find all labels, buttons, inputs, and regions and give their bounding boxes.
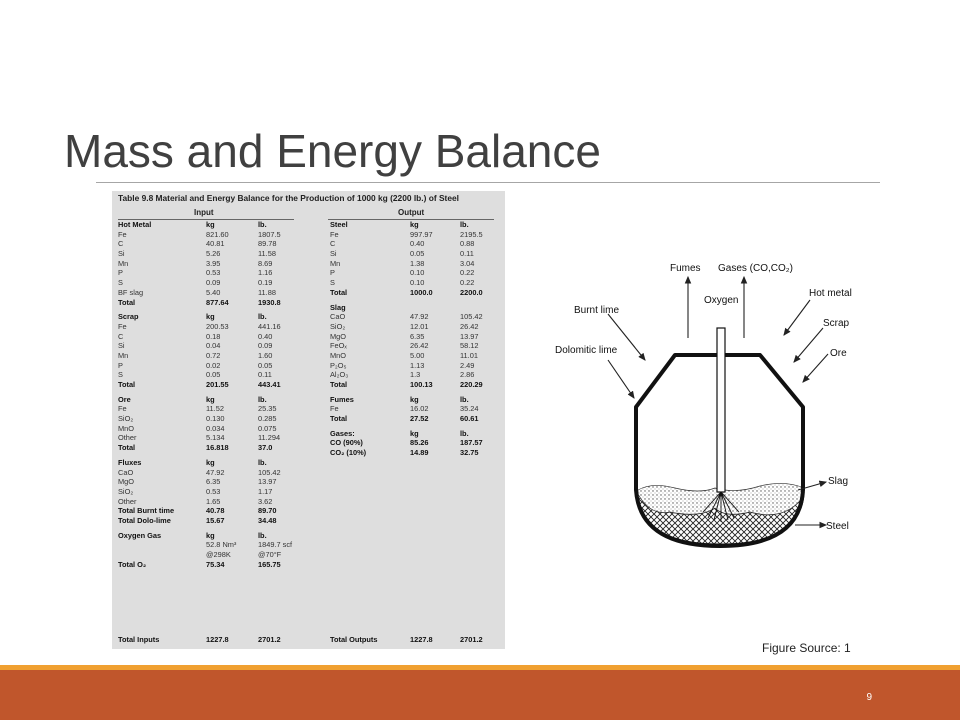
cell-label: Mn	[330, 258, 341, 268]
cell-kg: 1000.0	[410, 287, 433, 297]
cell-lb: 0.88	[460, 239, 475, 249]
cell-lb: 443.41	[258, 380, 281, 389]
cell-label: Scrap	[118, 312, 139, 322]
cell-label: Fe	[330, 404, 339, 414]
cell-lb: 187.57	[460, 438, 483, 448]
cell-label: Total Inputs	[118, 635, 160, 644]
cell-kg: 0.53	[206, 268, 221, 278]
cell-label: CaO	[330, 312, 346, 322]
input-header: Input	[194, 208, 214, 217]
cell-kg: 0.18	[206, 331, 221, 341]
cell-lb: lb.	[460, 220, 469, 229]
cell-lb: 2195.5	[460, 229, 483, 239]
table-row	[330, 404, 505, 414]
cell-lb: 2701.2	[460, 635, 483, 644]
cell-label: C	[330, 239, 336, 249]
table-row	[118, 477, 308, 487]
cell-kg: 0.72	[206, 350, 221, 360]
group-header-row	[330, 429, 505, 439]
cell-label: BF slag	[118, 287, 144, 297]
figure-source: Figure Source: 1	[762, 641, 851, 655]
cell-label: Fe	[118, 404, 127, 414]
cell-kg: kg	[206, 220, 215, 229]
table-row	[118, 497, 308, 507]
cell-kg: 12.01	[410, 321, 429, 331]
table-group	[330, 429, 505, 458]
cell-kg: 85.26	[410, 438, 429, 448]
cell-label: Fe	[118, 229, 127, 239]
cell-label: Other	[118, 496, 137, 506]
table-row	[330, 249, 505, 259]
cell-kg: 5.26	[206, 249, 221, 259]
table-row	[118, 433, 308, 443]
cell-lb: 58.12	[460, 341, 479, 351]
table-row	[118, 259, 308, 269]
hot-metal-arrow	[784, 300, 810, 335]
cell-lb: 0.11	[258, 370, 272, 380]
table-row	[118, 278, 308, 288]
cell-kg: 40.81	[206, 239, 225, 249]
cell-lb: 220.29	[460, 380, 483, 389]
cell-lb: 1.60	[258, 350, 273, 360]
cell-kg: 0.130	[206, 414, 225, 424]
group-header-row	[118, 531, 308, 541]
cell-lb: 0.285	[258, 414, 277, 424]
page-number: 9	[866, 692, 872, 703]
cell-label: Total Dolo-lime	[118, 515, 171, 525]
fumes-label: Fumes	[670, 263, 701, 274]
cell-kg: 0.53	[206, 486, 221, 496]
cell-kg: kg	[410, 428, 419, 438]
cell-lb: 11.01	[460, 350, 478, 360]
table-row	[330, 370, 505, 380]
table-row	[118, 351, 308, 361]
cell-kg: kg	[206, 394, 215, 404]
slide-title: Mass and Energy Balance	[64, 125, 601, 177]
cell-label: Fe	[330, 229, 339, 239]
cell-lb: 0.05	[258, 360, 273, 370]
cell-label: SiO₂	[118, 414, 134, 424]
cell-lb: 2701.2	[258, 635, 281, 644]
cell-label: Ore	[118, 394, 131, 404]
cell-kg: 5.134	[206, 433, 225, 443]
burnt-lime-label: Burnt lime	[574, 305, 620, 316]
cell-label: P	[118, 268, 123, 278]
cell-lb: 1.16	[258, 268, 273, 278]
cell-kg: 0.05	[410, 249, 425, 259]
cell-kg: 997.97	[410, 229, 433, 239]
table-row	[118, 361, 308, 371]
table-row	[330, 322, 505, 332]
footer-bar	[0, 670, 960, 720]
cell-kg: 40.78	[206, 506, 225, 516]
cell-kg: 200.53	[206, 321, 229, 331]
cell-kg: 3.95	[206, 258, 221, 268]
cell-kg: 75.34	[206, 559, 225, 569]
group-header-row	[118, 220, 308, 230]
gases-label: Gases (CO,CO₂)	[718, 263, 793, 274]
cell-lb: 105.42	[460, 312, 483, 322]
table-row	[118, 341, 308, 351]
cell-label: Oxygen Gas	[118, 530, 162, 540]
table-row	[118, 268, 308, 278]
cell-lb: lb.	[258, 220, 267, 229]
cell-kg: kg	[206, 530, 215, 540]
slag-label: Slag	[828, 476, 849, 487]
cell-lb: 0.22	[460, 268, 475, 278]
total-row	[330, 288, 505, 298]
ore-arrow	[803, 354, 828, 382]
table-row	[118, 487, 308, 497]
cell-label: C	[118, 239, 124, 249]
cell-label: Steel	[330, 220, 348, 229]
cell-lb: 3.62	[258, 496, 273, 506]
cell-kg: 1.38	[410, 258, 425, 268]
table-row	[330, 259, 505, 269]
cell-lb: 3.04	[460, 258, 475, 268]
cell-label: CO (90%)	[330, 438, 363, 448]
cell-label: Total	[118, 297, 136, 307]
cell-label: P	[118, 360, 123, 370]
cell-lb: 0.075	[258, 423, 277, 433]
table-group	[330, 395, 505, 424]
table-row	[118, 322, 308, 332]
cell-label: Si	[118, 249, 125, 259]
cell-kg: 14.89	[410, 448, 429, 458]
cell-label: MnO	[118, 423, 135, 433]
cell-lb: 26.42	[460, 321, 479, 331]
cell-kg: 47.92	[410, 312, 429, 322]
cell-lb: 13.97	[460, 331, 479, 341]
cell-lb: 0.09	[258, 341, 273, 351]
cell-lb: 34.48	[258, 515, 277, 525]
cell-kg: 0.09	[206, 278, 221, 288]
cell-kg: 201.55	[206, 380, 229, 389]
cell-kg: 11.52	[206, 404, 224, 414]
cell-kg: 100.13	[410, 380, 433, 389]
cell-label: S	[330, 278, 335, 288]
cell-lb: 8.69	[258, 258, 273, 268]
cell-kg: 1227.8	[410, 635, 433, 644]
table-row	[118, 332, 308, 342]
cell-kg: 1.65	[206, 496, 221, 506]
cell-label: CaO	[118, 467, 134, 477]
table-row	[330, 239, 505, 249]
cell-kg: 1.13	[410, 360, 425, 370]
cell-label: Total	[118, 443, 136, 453]
cell-label: Hot Metal	[118, 220, 152, 229]
cell-lb: 2.86	[460, 370, 475, 380]
cell-kg: kg	[410, 394, 419, 404]
table-row	[330, 230, 505, 240]
table-header	[118, 208, 499, 220]
total-row	[118, 560, 308, 570]
table-row	[330, 351, 505, 361]
cell-kg: 877.64	[206, 297, 229, 307]
table-group	[330, 303, 505, 390]
table-row	[118, 239, 308, 249]
cell-lb: 25.35	[258, 404, 277, 414]
table-row	[330, 448, 505, 458]
scrap-label: Scrap	[823, 318, 850, 329]
cell-label: Total	[330, 287, 348, 297]
cell-lb: 11.58	[258, 249, 276, 259]
cell-lb: 60.61	[460, 414, 479, 424]
cell-kg: kg	[410, 220, 419, 229]
cell-kg: 0.02	[206, 360, 221, 370]
cell-kg: 0.40	[410, 239, 425, 249]
cell-label: Al₂O₃	[330, 370, 349, 380]
total-row	[118, 506, 308, 516]
cell-lb: lb.	[460, 394, 469, 404]
cell-kg: 15.67	[206, 515, 225, 525]
cell-label: Total	[118, 380, 136, 389]
input-grand-total-row	[118, 635, 308, 645]
table-row	[118, 424, 308, 434]
group-header-row	[118, 458, 308, 468]
table-row	[330, 268, 505, 278]
table-group	[118, 531, 308, 570]
cell-lb: lb.	[258, 394, 267, 404]
output-header: Output	[398, 208, 425, 217]
cell-lb: 11.294	[258, 433, 281, 443]
cell-kg: 26.42	[410, 341, 429, 351]
cell-lb: 441.16	[258, 321, 281, 331]
cell-label: C	[118, 331, 124, 341]
table-row	[330, 278, 505, 288]
table-row	[330, 341, 505, 351]
table-caption: Table 9.8 Material and Energy Balance for the Production of 1000 kg (2200 lb.) of Steel	[118, 193, 459, 203]
group-header-row	[330, 220, 505, 230]
bof-converter-diagram	[540, 250, 880, 550]
input-column	[118, 220, 308, 574]
table-row	[118, 550, 308, 560]
total-row	[118, 380, 308, 390]
total-row	[118, 298, 308, 308]
dolomitic-lime-arrow	[608, 360, 634, 398]
cell-label: FeOₓ	[330, 341, 347, 351]
cell-kg: @298K	[206, 550, 231, 559]
scrap-arrow	[794, 328, 823, 362]
table-row	[330, 438, 505, 448]
cell-kg: 6.35	[410, 331, 425, 341]
cell-label: P	[330, 268, 335, 278]
table-row	[118, 414, 308, 424]
cell-kg: 52.8 Nm³	[206, 540, 237, 550]
cell-label: Gases:	[330, 428, 355, 438]
cell-lb: 0.40	[258, 331, 273, 341]
cell-label: Si	[118, 341, 125, 351]
cell-label: MnO	[330, 350, 347, 360]
cell-lb: 105.42	[258, 467, 281, 477]
cell-lb: lb.	[460, 428, 469, 438]
cell-lb: 89.78	[258, 239, 277, 249]
hot-metal-label: Hot metal	[809, 288, 852, 299]
cell-label: Other	[118, 433, 137, 443]
cell-kg: 0.034	[206, 423, 225, 433]
cell-kg: 27.52	[410, 414, 429, 424]
table-row	[118, 404, 308, 414]
cell-label: Fluxes	[118, 457, 142, 467]
group-header-row	[118, 395, 308, 405]
cell-lb: 11.88	[258, 287, 276, 297]
table-group	[118, 312, 308, 390]
cell-lb: 37.0	[258, 443, 273, 453]
cell-lb: 13.97	[258, 477, 277, 487]
table-group	[118, 458, 308, 526]
cell-kg: 0.10	[410, 278, 425, 288]
cell-kg: 0.04	[206, 341, 221, 351]
cell-kg: 47.92	[206, 467, 225, 477]
ore-label: Ore	[830, 348, 847, 359]
cell-label: Total	[330, 380, 348, 389]
cell-label: S	[118, 278, 123, 288]
cell-lb: 2200.0	[460, 287, 483, 297]
table-group	[118, 220, 308, 307]
cell-label: Fe	[118, 321, 127, 331]
cell-lb: 165.75	[258, 559, 281, 569]
cell-lb: lb.	[258, 312, 267, 322]
cell-lb: lb.	[258, 530, 267, 540]
total-row	[330, 414, 505, 424]
output-grand-total-row	[330, 635, 505, 645]
table-row	[118, 230, 308, 240]
balance-table	[112, 191, 505, 649]
table-row	[330, 332, 505, 342]
table-row	[118, 249, 308, 259]
total-row	[118, 516, 308, 526]
cell-kg: 5.40	[206, 287, 221, 297]
cell-label: Mn	[118, 258, 129, 268]
cell-lb: 1930.8	[258, 297, 281, 307]
group-header-row	[118, 312, 308, 322]
cell-kg: 821.60	[206, 229, 229, 239]
cell-kg: 16.02	[410, 404, 429, 414]
cell-label: P₂O₅	[330, 360, 347, 370]
cell-label: Total Outputs	[330, 635, 378, 644]
output-column	[330, 220, 505, 463]
cell-lb: 35.24	[460, 404, 479, 414]
cell-lb: 89.70	[258, 506, 277, 516]
cell-kg: kg	[206, 457, 215, 467]
table-group	[330, 220, 505, 298]
table-row	[330, 312, 505, 322]
cell-label: S	[118, 370, 123, 380]
cell-label: SiO₂	[118, 486, 134, 496]
title-divider	[96, 182, 880, 183]
cell-label: SiO₂	[330, 321, 346, 331]
cell-lb: 32.75	[460, 448, 479, 458]
cell-label: Total	[330, 414, 348, 424]
dolomitic-lime-label: Dolomitic lime	[555, 345, 618, 356]
group-header-row	[330, 395, 505, 405]
table-row	[118, 540, 308, 550]
cell-lb: 0.19	[258, 278, 273, 288]
cell-lb: 0.11	[460, 249, 474, 259]
cell-label: Slag	[330, 302, 346, 312]
total-row	[330, 380, 505, 390]
total-row	[118, 443, 308, 453]
cell-lb: @70°F	[258, 550, 282, 559]
table-row	[118, 468, 308, 478]
cell-kg: 16.818	[206, 443, 229, 453]
cell-label: Si	[330, 249, 337, 259]
table-row	[118, 370, 308, 380]
cell-kg: 6.35	[206, 477, 221, 487]
cell-kg: 5.00	[410, 350, 425, 360]
cell-label: CO₂ (10%)	[330, 448, 367, 458]
cell-label: Total O₂	[118, 559, 147, 569]
oxygen-label: Oxygen	[704, 295, 739, 306]
cell-lb: 0.22	[460, 278, 475, 288]
cell-kg: kg	[206, 312, 215, 322]
steel-label: Steel	[826, 521, 849, 532]
cell-kg: 1.3	[410, 370, 421, 380]
cell-lb: lb.	[258, 457, 267, 467]
cell-label: Mn	[118, 350, 129, 360]
table-row	[330, 361, 505, 371]
table-row	[118, 288, 308, 298]
cell-lb: 1.17	[258, 486, 273, 496]
table-group	[118, 395, 308, 453]
cell-kg: 1227.8	[206, 635, 229, 644]
group-header-row	[330, 303, 505, 313]
cell-label: Total Burnt time	[118, 506, 175, 516]
cell-kg: 0.10	[410, 268, 425, 278]
cell-label: Fumes	[330, 394, 354, 404]
cell-lb: 1849.7 scf	[258, 540, 293, 550]
cell-label: MgO	[330, 331, 347, 341]
cell-label: MgO	[118, 477, 135, 487]
cell-lb: 1807.5	[258, 229, 281, 239]
cell-kg: 0.05	[206, 370, 221, 380]
cell-lb: 2.49	[460, 360, 475, 370]
